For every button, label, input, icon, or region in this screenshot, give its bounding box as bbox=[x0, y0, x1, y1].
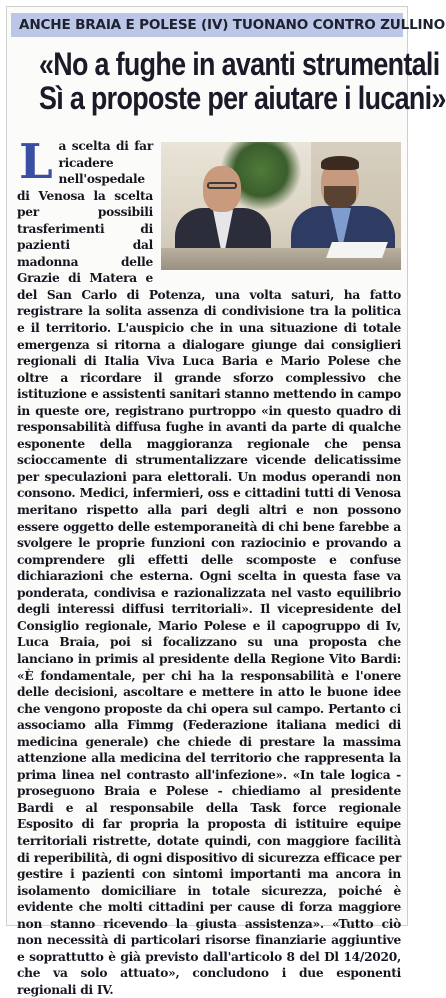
headline-line-2: Sì a proposte per aiutare i lucani» bbox=[39, 80, 446, 116]
drop-cap: L bbox=[19, 134, 53, 190]
photo-paper bbox=[326, 242, 388, 258]
newspaper-clipping bbox=[6, 6, 446, 997]
headline bbox=[39, 46, 446, 116]
article-body bbox=[17, 134, 401, 998]
headline-line-1: «No a fughe in avanti strumentali bbox=[39, 46, 440, 82]
kicker-bar: ANCHE BRAIA E POLESE (IV) TUONANO CONTRO ZULLINO bbox=[11, 13, 403, 37]
article-text: a scelta di far ricadere nell'ospedale di Venosa la scelta per possibili trasferimenti di pazienti dal madonna delle Grazie di Matera e del San Carlo di Potenza, una volta saturi, ha fatto registrare la solita assenza di condivisione tra la politica e il territorio. L'auspicio che in una situazione di totale emergenza si ritorna a dialogare giunge dai consiglieri regionali di Italia Viva Luca Baria e Mario Polese che oltre a ricordare il grande sforzo complessivo che istituzione e assistenti sanitari stanno mettendo in campo in queste ore, registrano purtroppo «in questo quadro di responsabilità diffusa fughe in avanti da parte di qualche esponente della maggioranza regionale che pensa scioccamente di strumentalizzare vicende delicatissime per speculazioni para elettorali. Un modus operandi non consono. Medici, infermieri, oss e cittadini tutti di Venosa meritano rispetto alla pari degli altri e non possono essere oggetto delle estemporaneità di chi bene farebbe a svolgere le proprie funzioni con raziocinio e provando a comprendere gli effetti delle scomposte e confuse dichiarazioni che esterna. Ogni scelta in questa fase va ponderata, condivisa e razionalizzata nel vasto equilibrio degli interessi diffusi territoriali». Il vicepresidente del Consiglio regionale, Mario Polese e il capogruppo di Iv, Luca Braia, poi si focalizzano su una proposta che lanciano in primis al presidente della Regione Vito Bardi: «È fondamentale, per chi ha la responsabilità e l'onere delle decisioni, ascoltare e mettere in atto le buone idee che vengono proposte da chi opera sul campo. Pertanto ci associamo alla Fimmg (Federazione italiana medici di medicina generale) che chiede di prestare la massima attenzione alla medicina del territorio che rappresenta la prima linea nel contrasto all'infezione». «In tale logica - proseguono Braia e Polese - chiediamo al presidente Bardi e al responsabile della Task force regionale Esposito di far propria la proposta di istituire equipe territoriali ristrette, dotate quindi, con maggiore facilità di reperibilità, di ogni dispositivo di sicurezza efficace per gestire i pazienti con sintomi importanti ma ancora in isolamento domiciliare in totale sicurezza, poiché è evidente che molti cittadini per cause di forza maggiore non stanno ricevendo la giusta assistenza». «Tutto ciò non necessità di particolari risorse finanziarie aggiuntive e soprattutto è già previsto dall'articolo 8 del Dl 14/2020, che va solo attuato», concludono i due esponenti regionali di IV. bbox=[17, 139, 401, 997]
article-photo bbox=[161, 142, 401, 270]
